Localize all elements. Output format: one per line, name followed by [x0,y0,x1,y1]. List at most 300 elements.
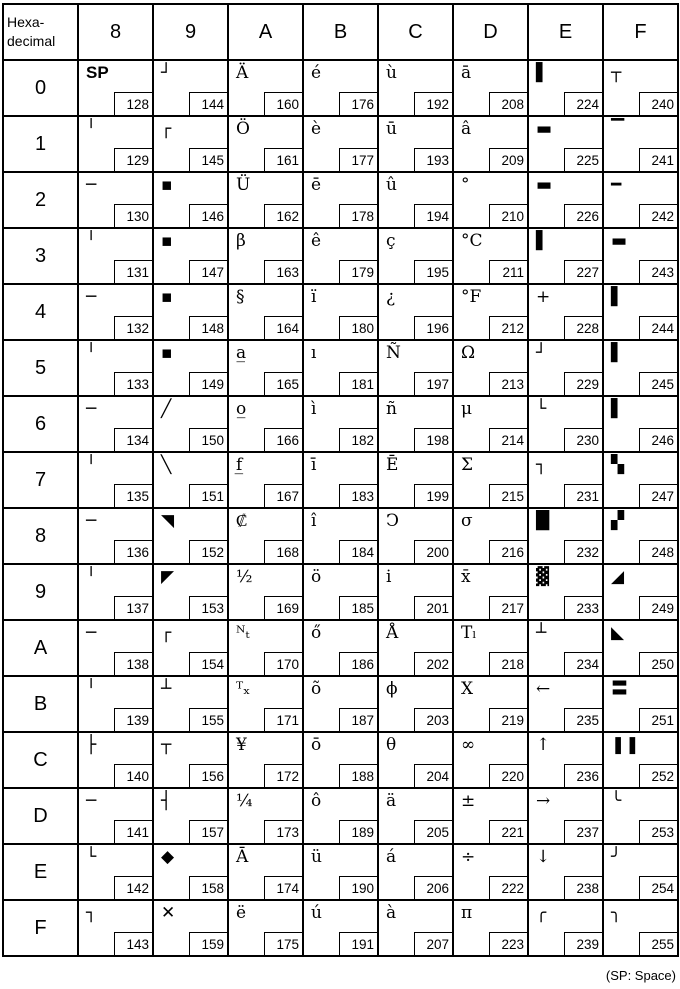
character-glyph: ▌ [611,399,625,419]
decimal-code: 140 [114,764,152,787]
table-cell [528,900,603,956]
decimal-code: 159 [189,932,227,955]
character-glyph: ō [311,735,322,755]
table-cell [378,900,453,956]
character-glyph: ¥ [236,735,247,755]
character-glyph: ▪ [161,175,173,195]
table-cell [603,788,678,844]
decimal-code: 241 [639,148,677,171]
table-cell [453,900,528,956]
decimal-code: 229 [564,372,602,395]
decimal-code: 253 [639,820,677,843]
table-cell [303,732,378,788]
table-cell [153,564,228,620]
row-header: D [3,788,78,844]
decimal-code: 209 [489,148,527,171]
table-cell [603,116,678,172]
decimal-code: 169 [264,596,302,619]
decimal-code: 158 [189,876,227,899]
table-cell [528,60,603,116]
row-header: B [3,676,78,732]
table-cell [528,620,603,676]
decimal-code: 214 [489,428,527,451]
character-glyph: î [311,511,317,531]
character-glyph: ╭ [536,903,547,923]
decimal-code: 165 [264,372,302,395]
table-cell [153,396,228,452]
table-cell [453,564,528,620]
decimal-code: 193 [414,148,452,171]
decimal-code: 153 [189,596,227,619]
character-glyph: ê [311,231,322,251]
table-row [3,900,678,956]
character-glyph: Ω [461,343,476,363]
decimal-code: 227 [564,260,602,283]
character-glyph: ë [236,903,247,923]
row-header: F [3,900,78,956]
table-cell [228,844,303,900]
table-cell [378,732,453,788]
table-row [3,340,678,396]
table-cell [603,452,678,508]
character-glyph: ╵ [86,119,97,139]
character-glyph: ñ [386,399,397,419]
decimal-code: 145 [189,148,227,171]
character-glyph: Ē [386,455,399,475]
table-cell [228,508,303,564]
decimal-code: 183 [339,484,377,507]
decimal-code: 168 [264,540,302,563]
table-cell [378,676,453,732]
character-glyph: °C [461,231,483,251]
character-glyph: ╵ [86,343,97,363]
character-glyph: ┬ [161,735,172,755]
decimal-code: 232 [564,540,602,563]
character-glyph: Σ [461,455,474,475]
table-cell [228,340,303,396]
decimal-code: 138 [114,652,152,675]
character-glyph: ï [311,287,317,307]
decimal-code: 185 [339,596,377,619]
decimal-code: 128 [114,92,152,115]
decimal-code: 203 [414,708,452,731]
character-glyph: ü [311,847,322,867]
decimal-code: 228 [564,316,602,339]
character-glyph: ─ [86,175,97,195]
character-glyph: õ [311,679,322,699]
table-cell [78,508,153,564]
decimal-code: 236 [564,764,602,787]
table-cell [153,60,228,116]
table-cell [453,620,528,676]
decimal-code: 231 [564,484,602,507]
table-cell [378,508,453,564]
table-cell [378,60,453,116]
table-row [3,564,678,620]
table-cell [153,900,228,956]
character-glyph: Ä [236,63,249,83]
character-glyph: i [386,567,392,587]
character-glyph: ┌ [161,119,172,139]
character-glyph: ì [311,399,317,419]
character-glyph: û [386,175,397,195]
decimal-code: 224 [564,92,602,115]
decimal-code: 208 [489,92,527,115]
decimal-code: 217 [489,596,527,619]
table-cell [78,60,153,116]
table-cell [528,508,603,564]
hexadecimal-corner-label [3,4,78,60]
decimal-code: 150 [189,428,227,451]
character-glyph: ━ [611,175,622,195]
table-cell [603,340,678,396]
character-glyph: ┴ [536,623,547,643]
character-glyph: ± [461,791,476,811]
character-glyph: ├ [86,735,97,755]
character-glyph: Ö [236,119,250,139]
character-glyph: ᵀₓ [236,679,251,699]
decimal-code: 206 [414,876,452,899]
table-cell [78,116,153,172]
decimal-code: 172 [264,764,302,787]
decimal-code: 178 [339,204,377,227]
table-cell [603,60,678,116]
table-cell [453,508,528,564]
character-glyph: ∞ [461,735,476,755]
character-glyph: ─ [86,511,97,531]
character-glyph: ╱ [161,399,172,419]
decimal-code: 191 [339,932,377,955]
decimal-code: 245 [639,372,677,395]
decimal-code: 213 [489,372,527,395]
character-glyph: ┴ [161,679,172,699]
decimal-code: 251 [639,708,677,731]
decimal-code: 215 [489,484,527,507]
character-glyph: ▬ [536,175,553,195]
table-cell [78,732,153,788]
table-cell [453,284,528,340]
character-glyph: ▚ [611,455,625,475]
decimal-code: 173 [264,820,302,843]
table-cell [603,844,678,900]
table-cell [603,228,678,284]
decimal-code: 177 [339,148,377,171]
decimal-code: 187 [339,708,377,731]
character-glyph: ▔ [611,119,625,139]
table-cell [78,172,153,228]
table-cell [78,340,153,396]
decimal-code: 144 [189,92,227,115]
table-cell [603,564,678,620]
column-header-d: D [453,4,528,60]
table-cell [378,228,453,284]
decimal-code: 176 [339,92,377,115]
decimal-code: 134 [114,428,152,451]
table-row [3,60,678,116]
table-cell [153,452,228,508]
character-glyph: ┌ [161,623,172,643]
table-cell [153,620,228,676]
table-cell [153,844,228,900]
table-cell [228,900,303,956]
decimal-code: 151 [189,484,227,507]
character-glyph: ▌ [611,287,625,307]
character-glyph: ← [536,679,551,699]
table-cell [153,116,228,172]
decimal-code: 246 [639,428,677,451]
decimal-code: 131 [114,260,152,283]
column-header-8: 8 [78,4,153,60]
decimal-code: 129 [114,148,152,171]
row-header: 5 [3,340,78,396]
table-cell [78,228,153,284]
character-glyph: SP [86,63,109,82]
character-glyph: X [461,679,474,699]
column-header-9: 9 [153,4,228,60]
character-glyph: ✕ [161,903,176,923]
decimal-code: 252 [639,764,677,787]
header-row [3,4,678,60]
decimal-code: 152 [189,540,227,563]
character-glyph: ú [311,903,322,923]
decimal-code: 235 [564,708,602,731]
table-cell [528,116,603,172]
table-cell [153,788,228,844]
table-row [3,172,678,228]
character-glyph: Ā [236,847,249,867]
column-header-c: C [378,4,453,60]
character-glyph: ┤ [161,791,172,811]
table-cell [78,564,153,620]
character-glyph: █ [536,511,550,531]
character-glyph: ╵ [86,455,97,475]
character-glyph: x̄ [461,567,471,587]
character-code-table [2,3,679,957]
decimal-code: 218 [489,652,527,675]
table-cell [228,60,303,116]
table-cell [453,452,528,508]
table-cell [303,452,378,508]
row-header: 3 [3,228,78,284]
table-row [3,732,678,788]
decimal-code: 130 [114,204,152,227]
table-cell [153,676,228,732]
row-header: A [3,620,78,676]
table-cell [528,172,603,228]
decimal-code: 242 [639,204,677,227]
character-glyph: ↑ [536,735,551,755]
decimal-code: 161 [264,148,302,171]
footnote: (SP: Space) [605,968,676,983]
table-cell [378,788,453,844]
decimal-code: 237 [564,820,602,843]
table-cell [78,284,153,340]
decimal-code: 137 [114,596,152,619]
table-row [3,844,678,900]
column-header-e: E [528,4,603,60]
character-glyph: ◣ [611,623,625,643]
character-glyph: Ñ [386,343,401,363]
character-glyph: ╵ [86,231,97,251]
character-glyph: → [536,791,551,811]
decimal-code: 190 [339,876,377,899]
table-row [3,620,678,676]
character-glyph: ◢ [611,567,625,587]
character-glyph: ▓ [536,567,550,587]
decimal-code: 249 [639,596,677,619]
row-header: 9 [3,564,78,620]
decimal-code: 142 [114,876,152,899]
table-cell [603,900,678,956]
decimal-code: 180 [339,316,377,339]
table-cell [303,284,378,340]
table-cell [603,620,678,676]
character-glyph: π [461,903,473,923]
decimal-code: 233 [564,596,602,619]
table-cell [303,172,378,228]
table-cell [78,620,153,676]
table-cell [453,732,528,788]
table-cell [528,228,603,284]
table-cell [453,676,528,732]
decimal-code: 198 [414,428,452,451]
decimal-code: 163 [264,260,302,283]
character-glyph: └ [536,399,547,419]
decimal-code: 181 [339,372,377,395]
row-header: 1 [3,116,78,172]
character-glyph: o̲ [236,399,247,419]
table-cell [303,60,378,116]
character-glyph: ▞ [611,511,625,531]
decimal-code: 182 [339,428,377,451]
character-glyph: ╯ [611,847,622,867]
row-header: 6 [3,396,78,452]
decimal-code: 179 [339,260,377,283]
decimal-code: 135 [114,484,152,507]
character-glyph: ī [311,455,317,475]
decimal-code: 170 [264,652,302,675]
decimal-code: 154 [189,652,227,675]
table-cell [528,788,603,844]
character-glyph: ◥ [161,511,175,531]
table-cell [603,284,678,340]
decimal-code: 174 [264,876,302,899]
decimal-code: 175 [264,932,302,955]
column-header-b: B [303,4,378,60]
decimal-code: 148 [189,316,227,339]
table-cell [303,676,378,732]
character-glyph: ❚❚ [611,735,640,755]
character-glyph: ᴺₜ [236,623,250,643]
decimal-code: 223 [489,932,527,955]
decimal-code: 164 [264,316,302,339]
decimal-code: 186 [339,652,377,675]
table-cell [603,732,678,788]
character-glyph: └ [86,847,97,867]
decimal-code: 143 [114,932,152,955]
character-glyph: °F [461,287,482,307]
decimal-code: 205 [414,820,452,843]
table-cell [378,284,453,340]
character-glyph: Tₗ [461,623,477,643]
table-cell [453,172,528,228]
character-glyph: β [236,231,246,251]
decimal-code: 157 [189,820,227,843]
decimal-code: 225 [564,148,602,171]
character-glyph: ő [311,623,322,643]
decimal-code: 167 [264,484,302,507]
character-glyph: ╰ [611,791,622,811]
table-cell [378,396,453,452]
table-row [3,396,678,452]
column-header-f: F [603,4,678,60]
table-cell [528,340,603,396]
table-cell [228,228,303,284]
character-glyph: ô [311,791,322,811]
table-cell [453,396,528,452]
decimal-code: 226 [564,204,602,227]
character-glyph: ö [311,567,322,587]
decimal-code: 204 [414,764,452,787]
table-row [3,452,678,508]
decimal-code: 230 [564,428,602,451]
decimal-code: 200 [414,540,452,563]
character-glyph: ç [386,231,396,251]
table-cell [228,396,303,452]
table-cell [153,340,228,396]
character-glyph: â [461,119,472,139]
table-cell [528,844,603,900]
column-header-a: A [228,4,303,60]
decimal-code: 222 [489,876,527,899]
table-cell [78,844,153,900]
decimal-code: 147 [189,260,227,283]
decimal-code: 156 [189,764,227,787]
table-row [3,676,678,732]
decimal-code: 133 [114,372,152,395]
table-cell [303,396,378,452]
table-cell [153,732,228,788]
table-cell [453,60,528,116]
table-cell [603,676,678,732]
decimal-code: 212 [489,316,527,339]
table-cell [228,564,303,620]
decimal-code: 195 [414,260,452,283]
character-glyph: é [311,63,322,83]
character-glyph: ┘ [536,343,547,363]
character-glyph: Ↄ [386,511,400,531]
table-cell [153,228,228,284]
character-glyph: ┘ [161,63,172,83]
table-cell [228,284,303,340]
decimal-code: 219 [489,708,527,731]
table-cell [303,620,378,676]
row-header: 2 [3,172,78,228]
character-glyph: ─ [86,623,97,643]
character-glyph: ◆ [161,847,175,867]
table-row [3,508,678,564]
decimal-code: 160 [264,92,302,115]
table-cell [303,508,378,564]
decimal-code: 243 [639,260,677,283]
decimal-code: 244 [639,316,677,339]
decimal-code: 202 [414,652,452,675]
character-glyph: ◤ [161,567,175,587]
character-glyph: ÷ [461,847,476,867]
character-glyph: ϕ [386,679,398,699]
decimal-code: 211 [489,260,527,283]
character-glyph: ē [311,175,322,195]
